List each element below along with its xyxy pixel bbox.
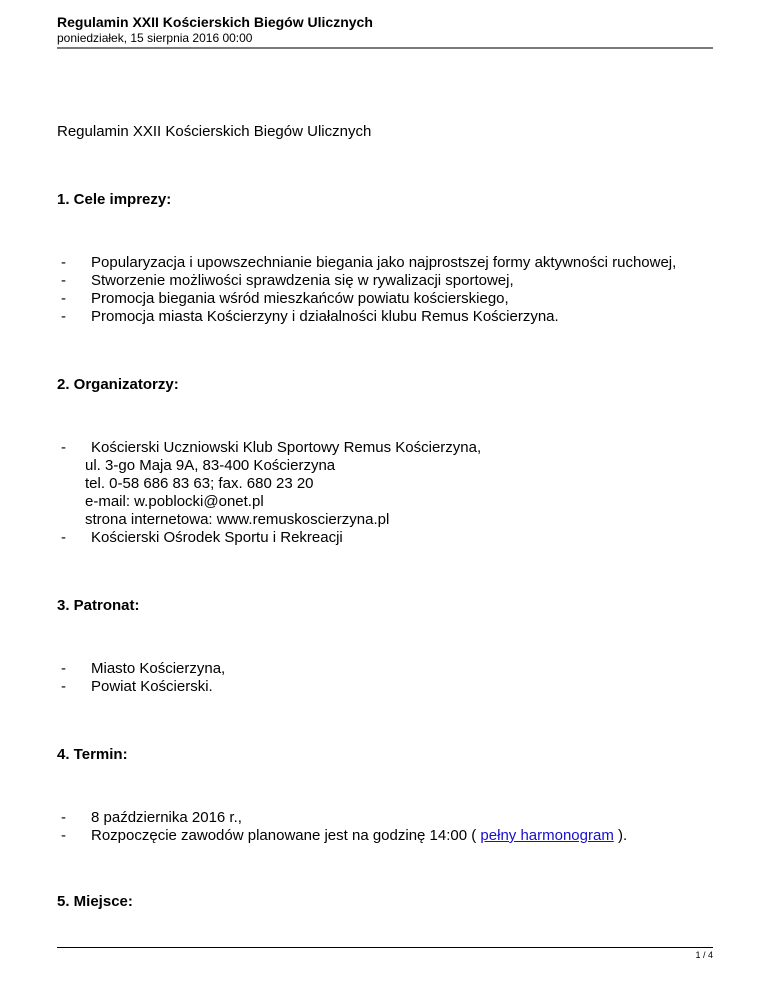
section-heading-miejsce: 5. Miejsce: — [57, 893, 133, 910]
bullet-dash: - — [61, 272, 66, 289]
document-body — [57, 123, 717, 911]
bullet-dash: - — [61, 254, 66, 271]
section-heading-cele: 1. Cele imprezy: — [57, 191, 172, 208]
page-number: 1 / 4 — [695, 950, 713, 960]
list-termin — [57, 809, 717, 845]
list-item: - 8 października 2016 r., — [61, 809, 242, 826]
document-header — [57, 14, 713, 46]
list-item: - Powiat Kościerski. — [61, 678, 213, 695]
section-heading-patronat: 3. Patronat: — [57, 597, 140, 614]
list-item: - Promocja miasta Kościerzyny i działalności klubu Remus Kościerzyna. — [61, 308, 559, 325]
schedule-link[interactable]: pełny harmonogram — [480, 827, 614, 844]
list-item: - Popularyzacja i upowszechnianie biegania jako najprostszej formy aktywności ruchowej, — [61, 254, 677, 271]
list-item: - Miasto Kościerzyna, — [61, 660, 226, 677]
bullet-dash: - — [61, 660, 66, 677]
header-title: Regulamin XXII Kościerskich Biegów Ulicznych — [57, 14, 373, 30]
organizer-phone: tel. 0-58 686 83 63; fax. 680 23 20 — [85, 475, 314, 492]
list-organizatorzy — [57, 439, 717, 457]
organizer-address: ul. 3-go Maja 9A, 83-400 Kościerzyna — [85, 457, 336, 474]
footer-divider — [57, 947, 713, 948]
header-divider — [57, 47, 713, 49]
list-item: - Kościerski Uczniowski Klub Sportowy Remus Kościerzyna, — [61, 439, 482, 456]
header-date: poniedziałek, 15 sierpnia 2016 00:00 — [57, 31, 253, 45]
bullet-dash: - — [61, 529, 66, 546]
bullet-dash: - — [61, 678, 66, 695]
section-heading-termin: 4. Termin: — [57, 746, 128, 763]
organizer-email: e-mail: w.poblocki@onet.pl — [85, 493, 264, 510]
bullet-dash: - — [61, 809, 66, 826]
bullet-dash: - — [61, 439, 66, 456]
list-patronat — [57, 660, 717, 696]
list-item: - Stworzenie możliwości sprawdzenia się w rywalizacji sportowej, — [61, 272, 514, 289]
list-item: - Rozpoczęcie zawodów planowane jest na godzinę 14:00 ( pełny harmonogram ). — [61, 827, 628, 844]
list-organizatorzy-2 — [57, 529, 717, 547]
page-title: Regulamin XXII Kościerskich Biegów Ulicznych — [57, 123, 372, 140]
list-item: - Promocja biegania wśród mieszkańców powiatu kościerskiego, — [61, 290, 509, 307]
bullet-dash: - — [61, 308, 66, 325]
section-heading-organizatorzy: 2. Organizatorzy: — [57, 376, 179, 393]
organizer-website: strona internetowa: www.remuskoscierzyna.pl — [85, 511, 390, 528]
list-cele — [57, 254, 717, 326]
bullet-dash: - — [61, 290, 66, 307]
bullet-dash: - — [61, 827, 66, 844]
list-item: - Kościerski Ośrodek Sportu i Rekreacji — [61, 529, 343, 546]
